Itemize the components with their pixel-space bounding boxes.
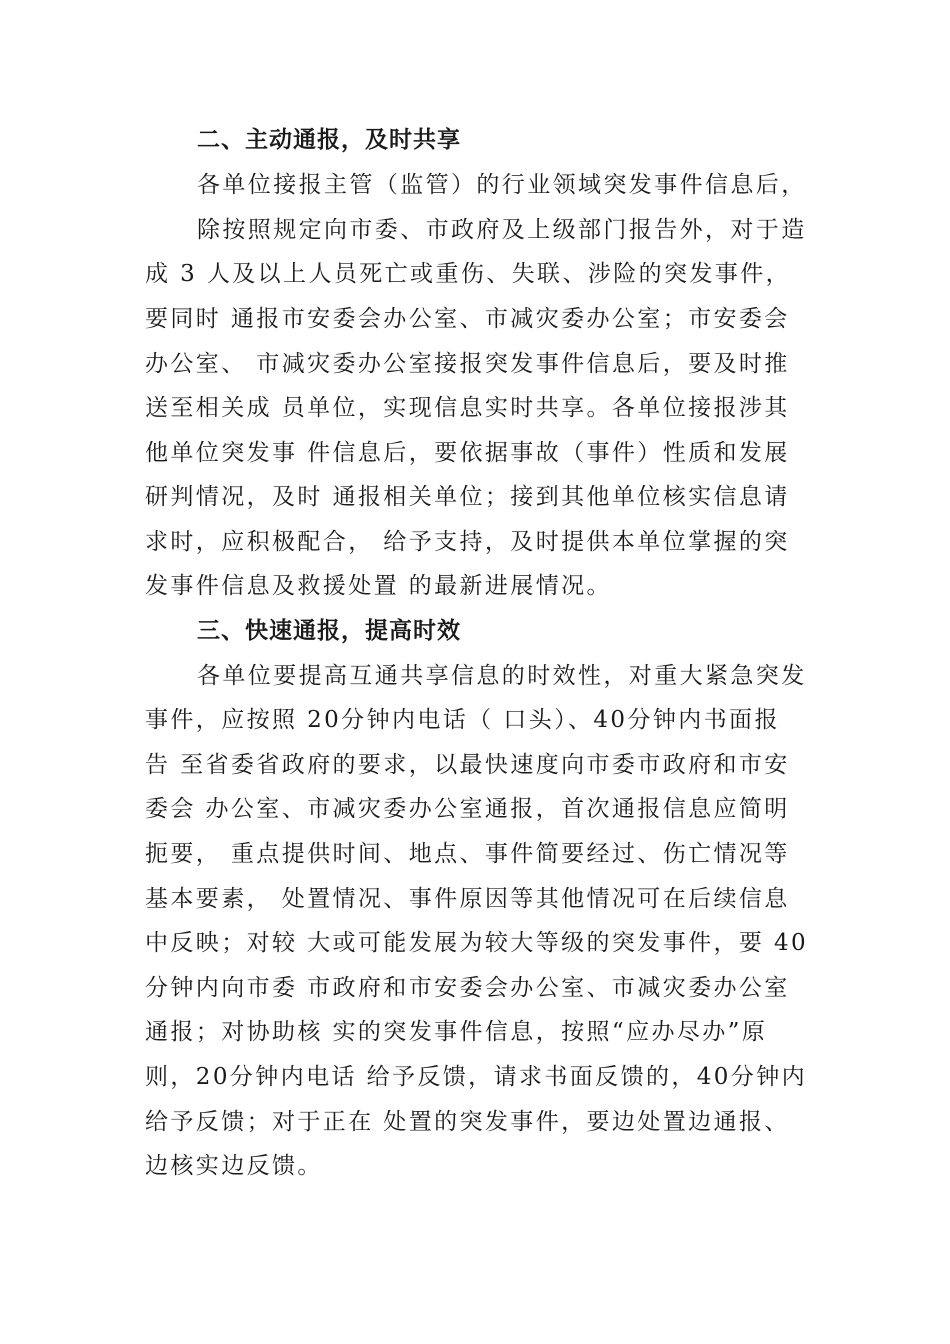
paragraph-line: 各单位要提高互通共享信息的时效性，对重大紧急突发 [197,663,807,689]
paragraph-line: 给予反馈；对于正在 处置的突发事件，要边处置边通报、 [145,1109,790,1135]
section-heading-2: 二、主动通报，及时共享 [197,127,461,153]
paragraph-line: 中反映；对较 大或可能发展为较大等级的突发事件，要 40 [145,930,809,956]
paragraph-line: 则，20分钟内电话 给予反馈，请求书面反馈的，40分钟内 [145,1064,808,1090]
paragraph-line: 他单位突发事 件信息后，要依据事故（事件）性质和发展 [145,440,790,466]
paragraph-line: 委会 办公室、市减灾委办公室通报，首次通报信息应简明 [145,796,790,822]
paragraph-line: 求时，应积极配合， 给予支持，及时提供本单位掌握的突 [145,529,790,555]
paragraph-line: 送至相关成 员单位，实现信息实时共享。各单位接报涉其 [145,395,790,421]
paragraph-line: 成 3 人及以上人员死亡或重伤、失联、涉险的突发事件， [145,261,792,287]
paragraph-line: 边核实边反馈。 [145,1153,323,1179]
paragraph-line: 办公室、 市减灾委办公室接报突发事件信息后，要及时推 [145,351,790,377]
paragraph-line: 发事件信息及救援处置 的最新进展情况。 [145,573,612,599]
paragraph-line: 分钟内向市委 市政府和市安委会办公室、市减灾委办公室 [145,975,790,1001]
paragraph-line: 通报；对协助核 实的突发事件信息，按照“应办尽办”原 [145,1019,768,1045]
paragraph-line: 基本要素， 处置情况、事件原因等其他情况可在后续信息 [145,886,790,912]
section-heading-3: 三、快速通报，提高时效 [197,618,461,644]
paragraph-line: 除按照规定向市委、市政府及上级部门报告外，对于造 [197,217,807,243]
paragraph-line: 扼要， 重点提供时间、地点、事件简要经过、伤亡情况等 [145,841,790,867]
paragraph-line: 要同时 通报市安委会办公室、市减灾委办公室；市安委会 [145,306,790,332]
paragraph-line: 各单位接报主管（监管）的行业领域突发事件信息后， [197,172,807,198]
paragraph-line: 研判情况，及时 通报相关单位；接到其他单位核实信息请 [145,484,790,510]
paragraph-line: 告 至省委省政府的要求，以最快速度向市委市政府和市安 [145,752,790,778]
paragraph-line: 事件，应按照 20分钟内电话（ 口头）、40分钟内书面报 [145,707,780,733]
